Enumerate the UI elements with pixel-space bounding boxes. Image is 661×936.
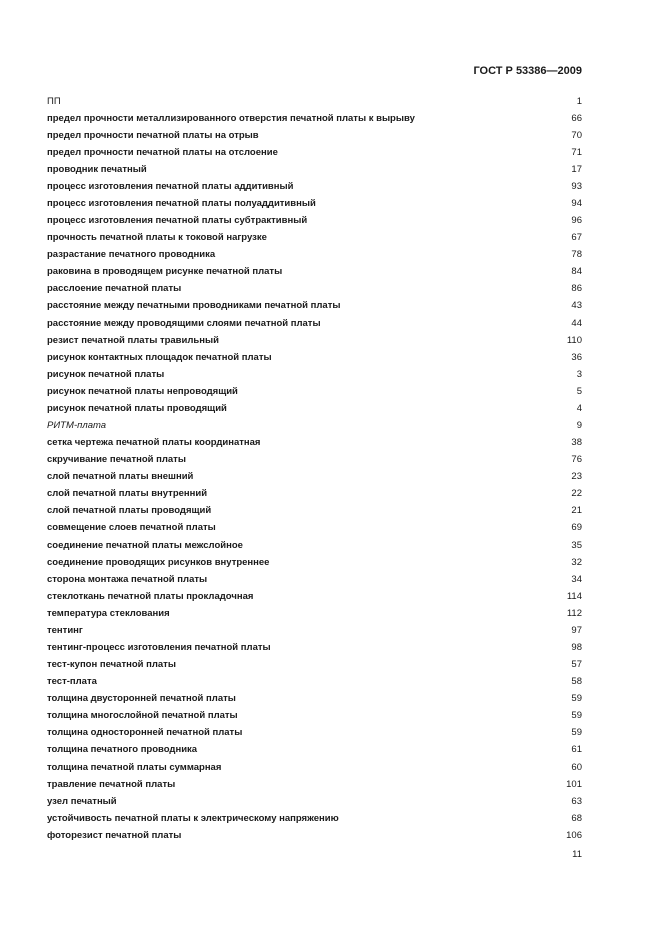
index-page-ref: 60 [571,761,582,773]
index-term: процесс изготовления печатной платы субтрактивный [47,215,308,227]
index-term: толщина двусторонней печатной платы [47,693,236,705]
index-entry [47,554,582,571]
index-page-ref: 110 [566,334,582,346]
index-page-ref: 57 [571,659,582,671]
index-term: толщина односторонней печатной платы [47,727,243,739]
index-entry [47,434,582,451]
index-page-ref: 32 [571,556,582,568]
index-term: тест-плата [47,676,97,688]
index-page-ref: 106 [566,829,582,841]
index-entry [47,707,582,724]
alphabetical-index [47,93,582,844]
index-page-ref: 70 [571,129,582,141]
index-page-ref: 35 [571,539,582,551]
document-code: ГОСТ Р 53386—2009 [473,65,582,77]
index-page-ref: 38 [571,437,582,449]
index-page-ref: 34 [571,573,582,585]
index-page-ref: 97 [571,624,582,636]
index-entry [47,571,582,588]
index-entry [47,417,582,434]
index-term: совмещение слоев печатной платы [47,522,216,534]
index-entry [47,724,582,741]
index-entry [47,178,582,195]
index-page-ref: 5 [576,385,582,397]
index-entry [47,144,582,161]
index-page-ref: 17 [571,163,582,175]
index-page-ref: 98 [571,642,582,653]
index-entry [47,537,582,554]
index-term: проводник печатный [47,163,147,175]
index-term: травление печатной платы [47,778,176,790]
index-page-ref: 78 [571,249,582,261]
index-page-ref: 59 [571,727,582,739]
index-entry [47,315,582,332]
index-term: узел печатный [47,795,117,807]
index-page-ref: 93 [571,180,582,192]
index-page-ref: 94 [571,197,582,209]
index-entry [47,759,582,776]
index-entry [47,400,582,417]
index-page-ref: 84 [571,266,582,278]
index-term: температура стеклования [47,607,170,619]
index-page-ref: 67 [571,232,582,244]
index-term: тест-купон печатной платы [47,659,176,671]
page-number: 11 [572,849,582,860]
index-entry [47,127,582,144]
index-entry [47,656,582,673]
index-page-ref: 66 [571,112,582,124]
index-term: предел прочности металлизированного отверстия печатной платы к вырыву [47,112,415,124]
index-entry [47,212,582,229]
index-page-ref: 101 [566,778,582,790]
index-term: расстояние между проводящими слоями печатной платы [47,317,321,329]
index-term: расстояние между печатными проводниками печатной платы [47,300,341,312]
index-term: слой печатной платы проводящий [47,505,212,517]
index-term: РИТМ-плата [47,419,107,431]
index-entry [47,161,582,178]
index-page-ref: 59 [571,693,582,705]
index-term: соединение проводящих рисунков внутреннее [47,556,270,568]
index-page-ref: 96 [571,215,582,227]
index-page-ref: 112 [566,607,582,619]
index-term: рисунок контактных площадок печатной платы [47,351,272,363]
index-entry [47,366,582,383]
index-entry [47,263,582,280]
index-entry [47,297,582,314]
index-term: раковина в проводящем рисунке печатной платы [47,266,283,278]
index-term: ПП [47,95,61,107]
index-term: тентинг-процесс изготовления печатной платы [47,642,271,653]
index-term: рисунок печатной платы проводящий [47,402,227,414]
index-entry [47,195,582,212]
index-page-ref: 4 [576,402,582,414]
index-page-ref: 21 [571,505,582,517]
index-entry [47,93,582,110]
index-term: толщина печатного проводника [47,744,198,756]
index-entry [47,605,582,622]
index-page-ref: 69 [571,522,582,534]
index-entry [47,280,582,297]
index-term: толщина многослойной печатной платы [47,710,238,722]
index-page-ref: 43 [571,300,582,312]
index-entry [47,588,582,605]
index-page-ref: 36 [571,351,582,363]
index-term: рисунок печатной платы непроводящий [47,385,238,397]
index-entry [47,690,582,707]
index-page-ref: 68 [571,812,582,824]
index-term: прочность печатной платы к токовой нагрузке [47,232,267,244]
index-page-ref: 58 [571,676,582,688]
index-term: скручивание печатной платы [47,454,186,466]
index-entry [47,793,582,810]
index-entry [47,639,582,656]
index-entry [47,349,582,366]
index-entry [47,229,582,246]
index-entry [47,383,582,400]
index-page-ref: 71 [571,146,582,158]
index-page-ref: 22 [571,488,582,500]
index-term: процесс изготовления печатной платы полуаддитивный [47,197,316,209]
index-term: сетка чертежа печатной платы координатная [47,437,261,449]
index-page-ref: 61 [571,744,582,756]
index-term: расслоение печатной платы [47,283,182,295]
index-entry [47,468,582,485]
index-term: фоторезист печатной платы [47,829,182,841]
index-term: процесс изготовления печатной платы аддитивный [47,180,294,192]
index-page-ref: 9 [576,419,582,431]
index-entry [47,502,582,519]
index-term: тентинг [47,624,83,636]
index-entry [47,110,582,127]
index-term: сторона монтажа печатной платы [47,573,208,585]
index-term: слой печатной платы внешний [47,471,194,483]
index-term: предел прочности печатной платы на отслоение [47,146,278,158]
index-entry [47,810,582,827]
index-page-ref: 76 [571,454,582,466]
index-page-ref: 63 [571,795,582,807]
index-page-ref: 44 [571,317,582,329]
index-entry [47,776,582,793]
index-entry [47,451,582,468]
index-entry [47,741,582,758]
index-entry [47,332,582,349]
index-entry [47,485,582,502]
index-page-ref: 23 [571,471,582,483]
index-entry [47,673,582,690]
index-term: устойчивость печатной платы к электрическому напряжению [47,812,339,824]
index-entry [47,827,582,844]
index-page-ref: 1 [576,95,582,107]
index-term: разрастание печатного проводника [47,249,216,261]
index-term: предел прочности печатной платы на отрыв [47,129,259,141]
index-term: рисунок печатной платы [47,368,165,380]
index-entry [47,246,582,263]
index-page-ref: 3 [576,368,582,380]
index-page-ref: 86 [571,283,582,295]
index-entry [47,622,582,639]
index-page-ref: 59 [571,710,582,722]
index-term: соединение печатной платы межслойное [47,539,243,551]
index-entry [47,519,582,536]
index-page-ref: 114 [566,590,582,602]
index-term: толщина печатной платы суммарная [47,761,222,773]
index-term: резист печатной платы травильный [47,334,219,346]
index-term: слой печатной платы внутренний [47,488,208,500]
index-term: стеклоткань печатной платы прокладочная [47,590,254,602]
